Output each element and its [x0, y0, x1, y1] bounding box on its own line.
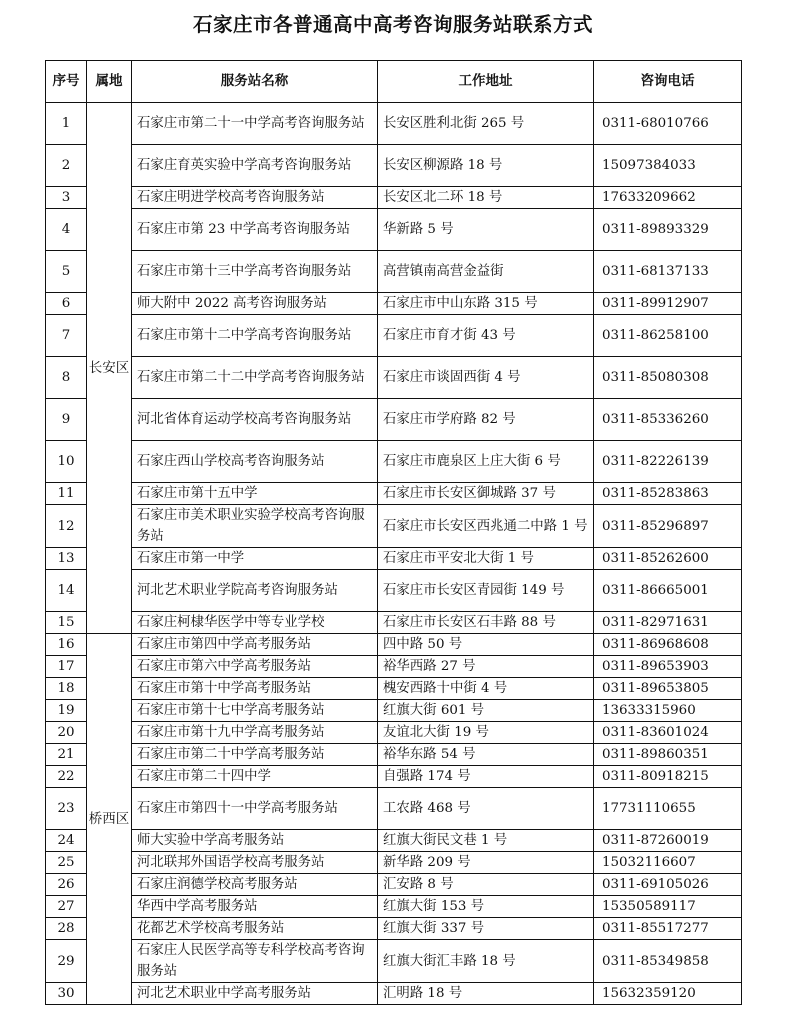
- station-phone: 15632359120: [594, 983, 742, 1005]
- row-no: 18: [46, 678, 87, 700]
- row-no: 8: [46, 357, 87, 399]
- row-no: 6: [46, 293, 87, 315]
- station-address: 长安区北二环 18 号: [378, 187, 594, 209]
- table-row: [46, 103, 742, 145]
- station-phone: 0311-80918215: [594, 766, 742, 788]
- station-address: 裕华西路 27 号: [378, 656, 594, 678]
- station-name: 石家庄明进学校高考咨询服务站: [132, 187, 378, 209]
- station-name: 石家庄市第 23 中学高考咨询服务站: [132, 209, 378, 251]
- station-address: 红旗大街汇丰路 18 号: [378, 940, 594, 983]
- table-row: [46, 788, 742, 830]
- table-row: [46, 744, 742, 766]
- table-row: [46, 145, 742, 187]
- row-no: 17: [46, 656, 87, 678]
- station-phone: 15097384033: [594, 145, 742, 187]
- station-name: 石家庄市第二十中学高考服务站: [132, 744, 378, 766]
- station-phone: 0311-82971631: [594, 612, 742, 634]
- header-no: 序号: [46, 61, 87, 103]
- station-name: 师大附中 2022 高考咨询服务站: [132, 293, 378, 315]
- table-row: [46, 209, 742, 251]
- table-row: [46, 251, 742, 293]
- station-name: 石家庄育英实验中学高考咨询服务站: [132, 145, 378, 187]
- station-name: 花都艺术学校高考服务站: [132, 918, 378, 940]
- table-row: [46, 874, 742, 896]
- station-name: 石家庄润德学校高考服务站: [132, 874, 378, 896]
- station-phone: 0311-68010766: [594, 103, 742, 145]
- station-name: 石家庄市第十三中学高考咨询服务站: [132, 251, 378, 293]
- station-name: 师大实验中学高考服务站: [132, 830, 378, 852]
- station-address: 友谊北大街 19 号: [378, 722, 594, 744]
- row-no: 23: [46, 788, 87, 830]
- row-no: 24: [46, 830, 87, 852]
- station-address: 石家庄市平安北大街 1 号: [378, 548, 594, 570]
- station-name: 石家庄市第四中学高考服务站: [132, 634, 378, 656]
- row-no: 1: [46, 103, 87, 145]
- station-address: 四中路 50 号: [378, 634, 594, 656]
- header-address: 工作地址: [378, 61, 594, 103]
- table-row: [46, 505, 742, 548]
- row-no: 3: [46, 187, 87, 209]
- row-no: 26: [46, 874, 87, 896]
- station-name: 石家庄市第一中学: [132, 548, 378, 570]
- station-phone: 15350589117: [594, 896, 742, 918]
- station-address: 红旗大街 153 号: [378, 896, 594, 918]
- station-name: 华西中学高考服务站: [132, 896, 378, 918]
- table-row: [46, 983, 742, 1005]
- row-no: 14: [46, 570, 87, 612]
- station-phone: 0311-69105026: [594, 874, 742, 896]
- station-name: 石家庄市第十五中学: [132, 483, 378, 505]
- station-address: 石家庄市长安区御城路 37 号: [378, 483, 594, 505]
- table-row: [46, 700, 742, 722]
- table-row: [46, 678, 742, 700]
- station-name: 石家庄西山学校高考咨询服务站: [132, 441, 378, 483]
- row-no: 28: [46, 918, 87, 940]
- station-address: 石家庄市中山东路 315 号: [378, 293, 594, 315]
- row-no: 20: [46, 722, 87, 744]
- station-address: 槐安西路十中街 4 号: [378, 678, 594, 700]
- station-phone: 17633209662: [594, 187, 742, 209]
- row-no: 11: [46, 483, 87, 505]
- station-address: 汇安路 8 号: [378, 874, 594, 896]
- row-no: 10: [46, 441, 87, 483]
- row-no: 21: [46, 744, 87, 766]
- table-row: [46, 612, 742, 634]
- station-phone: 0311-89653805: [594, 678, 742, 700]
- station-phone: 0311-87260019: [594, 830, 742, 852]
- row-no: 25: [46, 852, 87, 874]
- table-row: [46, 399, 742, 441]
- row-no: 30: [46, 983, 87, 1005]
- station-phone: 0311-85080308: [594, 357, 742, 399]
- station-name: 石家庄市第二十四中学: [132, 766, 378, 788]
- station-address: 工农路 468 号: [378, 788, 594, 830]
- station-phone: 0311-85517277: [594, 918, 742, 940]
- table-row: [46, 896, 742, 918]
- station-address: 石家庄市育才街 43 号: [378, 315, 594, 357]
- table-row: [46, 722, 742, 744]
- row-no: 5: [46, 251, 87, 293]
- station-address: 裕华东路 54 号: [378, 744, 594, 766]
- row-no: 29: [46, 940, 87, 983]
- station-phone: 0311-89860351: [594, 744, 742, 766]
- station-phone: 13633315960: [594, 700, 742, 722]
- station-phone: 0311-86968608: [594, 634, 742, 656]
- row-no: 15: [46, 612, 87, 634]
- table-row: [46, 315, 742, 357]
- station-phone: 0311-85283863: [594, 483, 742, 505]
- station-phone: 0311-82226139: [594, 441, 742, 483]
- table-row: [46, 483, 742, 505]
- station-name: 石家庄市第二十一中学高考咨询服务站: [132, 103, 378, 145]
- table-row: [46, 293, 742, 315]
- service-station-table: [45, 60, 742, 1005]
- station-address: 汇明路 18 号: [378, 983, 594, 1005]
- station-name: 石家庄市第二十二中学高考咨询服务站: [132, 357, 378, 399]
- row-no: 7: [46, 315, 87, 357]
- station-phone: 0311-85262600: [594, 548, 742, 570]
- table-row: [46, 940, 742, 983]
- row-no: 16: [46, 634, 87, 656]
- station-phone: 0311-85336260: [594, 399, 742, 441]
- district-cell-changan: 长安区: [87, 103, 132, 634]
- station-address: 高营镇南高营金益街: [378, 251, 594, 293]
- station-phone: 0311-83601024: [594, 722, 742, 744]
- station-name: 石家庄市第十九中学高考服务站: [132, 722, 378, 744]
- station-phone: 0311-68137133: [594, 251, 742, 293]
- station-name: 石家庄市第六中学高考服务站: [132, 656, 378, 678]
- station-name: 河北艺术职业中学高考服务站: [132, 983, 378, 1005]
- station-name: 河北艺术职业学院高考咨询服务站: [132, 570, 378, 612]
- row-no: 9: [46, 399, 87, 441]
- station-phone: 0311-85349858: [594, 940, 742, 983]
- row-no: 22: [46, 766, 87, 788]
- station-name: 河北省体育运动学校高考咨询服务站: [132, 399, 378, 441]
- station-phone: 0311-89912907: [594, 293, 742, 315]
- station-name: 石家庄市美术职业实验学校高考咨询服务站: [132, 505, 378, 548]
- station-address: 长安区胜利北街 265 号: [378, 103, 594, 145]
- table-row: [46, 852, 742, 874]
- station-address: 石家庄市鹿泉区上庄大街 6 号: [378, 441, 594, 483]
- table-header-row: [46, 61, 742, 103]
- document-title: 石家庄市各普通高中高考咨询服务站联系方式: [192, 13, 593, 36]
- table-row: [46, 187, 742, 209]
- row-no: 2: [46, 145, 87, 187]
- table-row: [46, 656, 742, 678]
- station-phone: 15032116607: [594, 852, 742, 874]
- station-phone: 0311-85296897: [594, 505, 742, 548]
- table-row: [46, 918, 742, 940]
- station-address: 石家庄市长安区青园街 149 号: [378, 570, 594, 612]
- row-no: 19: [46, 700, 87, 722]
- station-phone: 0311-86258100: [594, 315, 742, 357]
- table-row: [46, 570, 742, 612]
- header-station-name: 服务站名称: [132, 61, 378, 103]
- station-address: 红旗大街 601 号: [378, 700, 594, 722]
- station-address: 石家庄市谈固西街 4 号: [378, 357, 594, 399]
- station-address: 自强路 174 号: [378, 766, 594, 788]
- station-name: 石家庄市第四十一中学高考服务站: [132, 788, 378, 830]
- district-cell-qiaoxi: 桥西区: [87, 634, 132, 1005]
- table-row: [46, 634, 742, 656]
- station-phone: 0311-86665001: [594, 570, 742, 612]
- row-no: 27: [46, 896, 87, 918]
- row-no: 12: [46, 505, 87, 548]
- station-address: 红旗大街 337 号: [378, 918, 594, 940]
- station-name: 石家庄市第十中学高考服务站: [132, 678, 378, 700]
- station-phone: 17731110655: [594, 788, 742, 830]
- station-address: 石家庄市长安区石丰路 88 号: [378, 612, 594, 634]
- station-address: 石家庄市长安区西兆通二中路 1 号: [378, 505, 594, 548]
- station-address: 长安区柳源路 18 号: [378, 145, 594, 187]
- station-address: 石家庄市学府路 82 号: [378, 399, 594, 441]
- row-no: 13: [46, 548, 87, 570]
- station-address: 红旗大街民文巷 1 号: [378, 830, 594, 852]
- table-row: [46, 548, 742, 570]
- station-address: 华新路 5 号: [378, 209, 594, 251]
- header-district: 属地: [87, 61, 132, 103]
- row-no: 4: [46, 209, 87, 251]
- station-name: 河北联邦外国语学校高考服务站: [132, 852, 378, 874]
- station-phone: 0311-89653903: [594, 656, 742, 678]
- header-phone: 咨询电话: [594, 61, 742, 103]
- table-row: [46, 357, 742, 399]
- station-phone: 0311-89893329: [594, 209, 742, 251]
- table-row: [46, 441, 742, 483]
- station-name: 石家庄市第十二中学高考咨询服务站: [132, 315, 378, 357]
- station-name: 石家庄人民医学高等专科学校高考咨询服务站: [132, 940, 378, 983]
- station-name: 石家庄市第十七中学高考服务站: [132, 700, 378, 722]
- station-name: 石家庄柯棣华医学中等专业学校: [132, 612, 378, 634]
- table-row: [46, 830, 742, 852]
- table-row: [46, 766, 742, 788]
- station-address: 新华路 209 号: [378, 852, 594, 874]
